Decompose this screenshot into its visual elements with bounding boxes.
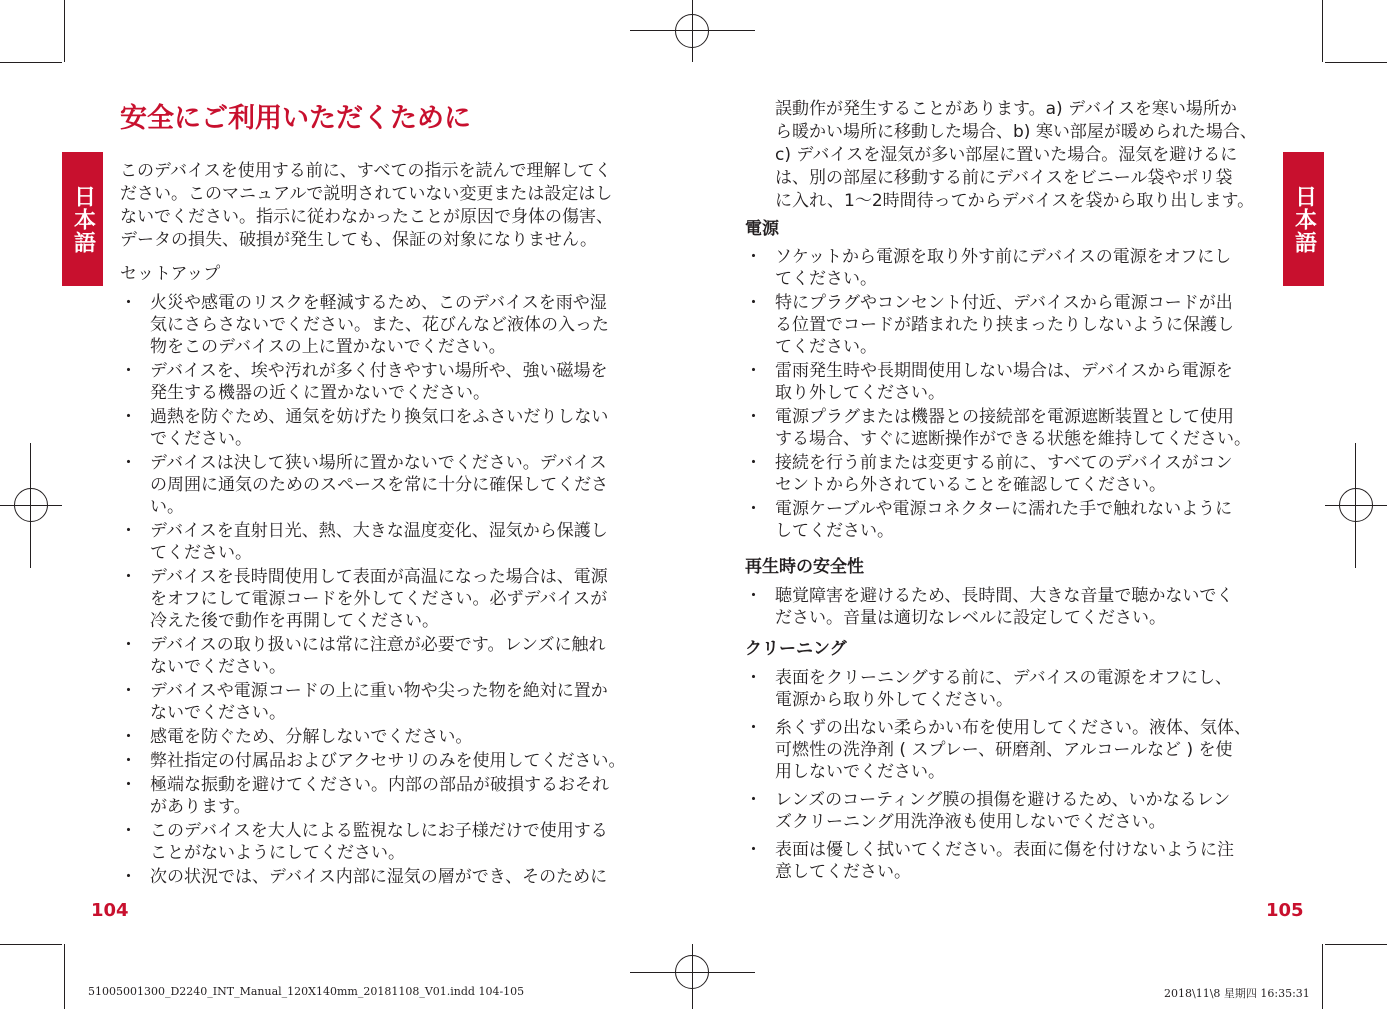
list-item: ・ 表面をクリーニングする前に、デバイスの電源をオフにし、 電源から取り外してください。 <box>745 667 1251 711</box>
list-item: ・ 聴覚障害を避けるため、長時間、大きな音量で聴かないでく ださい。音量は適切なレベルに設定してください。 <box>745 585 1233 629</box>
list-item: ・ デバイスは決して狭い場所に置かないでください。デバイス の周囲に通気のためのスペースを常に十分に確保してくださ い。 <box>120 452 626 518</box>
list-item: ・ 弊社指定の付属品およびアクセサリのみを使用してください。 <box>120 750 626 772</box>
timestamp-slug: 2018\11\8 星期四 16:35:31 <box>1164 987 1310 1000</box>
list-item: ・ ソケットから電源を取り外す前にデバイスの電源をオフにし てください。 <box>745 246 1251 290</box>
list-item: ・ 電源プラグまたは機器との接続部を電源遮断装置として使用 する場合、すぐに遮断操作ができる状態を維持してください。 <box>745 406 1251 450</box>
page-title: 安全にご利用いただくために <box>120 103 471 134</box>
playback-safety-list <box>745 585 1233 629</box>
language-tab-left: 日本語 <box>62 152 103 286</box>
list-item: ・ 表面は優しく拭いてください。表面に傷を付けないように注 意してください。 <box>745 839 1251 883</box>
list-item: ・ 電源ケーブルや電源コネクターに濡れた手で触れないように してください。 <box>745 498 1251 542</box>
power-list <box>745 246 1251 542</box>
list-item: ・ 特にプラグやコンセント付近、デバイスから電源コードが出 る位置でコードが踏まれたり挟まったりしないように保護し てください。 <box>745 292 1251 358</box>
setup-heading: セットアップ <box>120 264 221 284</box>
list-item: ・ 火災や感電のリスクを軽減するため、このデバイスを雨や湿 気にさらさないでください。また、花びんなど液体の入った 物をこのデバイスの上に置かないでください。 <box>120 292 626 358</box>
cleaning-list <box>745 667 1251 883</box>
playback-safety-heading: 再生時の安全性 <box>745 557 864 577</box>
list-item: ・ デバイスを長時間使用して表面が高温になった場合は、電源 をオフにして電源コードを外してください。必ずデバイスが 冷えた後で動作を再開してください。 <box>120 566 626 632</box>
cleaning-heading: クリーニング <box>745 639 847 659</box>
list-item: ・ 雷雨発生時や長期間使用しない場合は、デバイスから電源を 取り外してください。 <box>745 360 1251 404</box>
list-item: ・ 接続を行う前または変更する前に、すべてのデバイスがコン セントから外されていることを確認してください。 <box>745 452 1251 496</box>
list-item: ・ デバイスの取り扱いには常に注意が必要です。レンズに触れ ないでください。 <box>120 634 626 678</box>
language-tab-right: 日本語 <box>1283 152 1324 286</box>
list-item: ・ デバイスを直射日光、熱、大きな温度変化、湿気から保護し てください。 <box>120 520 626 564</box>
list-item: ・ 次の状況では、デバイス内部に湿気の層ができ、そのために <box>120 866 626 888</box>
list-item: ・ 極端な振動を避けてください。内部の部品が破損するおそれ があります。 <box>120 774 626 818</box>
file-slug: 51005001300_D2240_INT_Manual_120X140mm_20181108_V01.indd 104-105 <box>88 985 525 998</box>
power-heading: 電源 <box>745 219 779 239</box>
list-item: ・ 感電を防ぐため、分解しないでください。 <box>120 726 626 748</box>
list-item: ・ 過熱を防ぐため、通気を妨げたり換気口をふさいだりしない でください。 <box>120 406 626 450</box>
list-item: ・ デバイスや電源コードの上に重い物や尖った物を絶対に置か ないでください。 <box>120 680 626 724</box>
page-number-left: 104 <box>91 900 129 921</box>
list-item: ・ レンズのコーティング膜の損傷を避けるため、いかなるレン ズクリーニング用洗浄液も使用しないでください。 <box>745 789 1251 833</box>
page-number-right: 105 <box>1266 900 1304 921</box>
intro-paragraph: このデバイスを使用する前に、すべての指示を読んで理解してく ださい。このマニュアルで説明されていない変更または設定はし ないでください。指示に従わなかったことが原因で身体の傷害、 データの損失、破損が発生しても、保証の対象になりません。 <box>120 161 613 250</box>
list-item: ・ 糸くずの出ない柔らかい布を使用してください。液体、気体、 可燃性の洗浄剤 ( スプレー、研磨剤、アルコールなど ) を使 用しないでください。 <box>745 717 1251 783</box>
list-item: ・ このデバイスを大人による監視なしにお子様だけで使用する ことがないようにしてください。 <box>120 820 626 864</box>
list-item: ・ デバイスを、埃や汚れが多く付きやすい場所や、強い磁場を 発生する機器の近くに置かないでください。 <box>120 360 626 404</box>
continued-paragraph: 誤動作が発生することがあります。a) デバイスを寒い場所か ら暖かい場所に移動した場合、b) 寒い部屋が暖められた場合、 c) デバイスを湿気が多い部屋に置いた場合。湿気を避けるに は、別の部屋に移動する前にデバイスをビニール袋やポリ袋 に入れ、1～2時間待ってからデバイスを袋から取り出します。 <box>775 99 1257 211</box>
setup-list <box>120 292 626 888</box>
